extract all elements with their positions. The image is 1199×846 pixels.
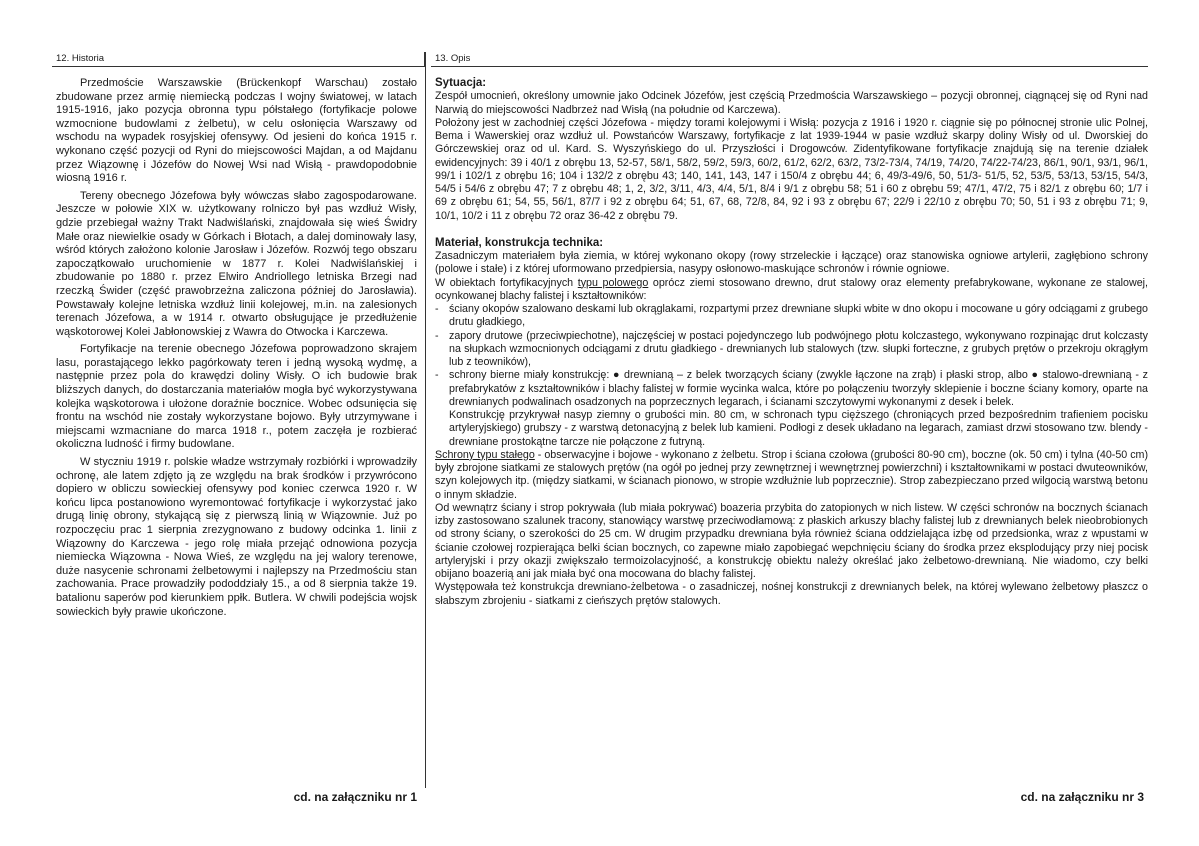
history-paragraph: Przedmoście Warszawskie (Brückenkopf Warschau) zostało zbudowane przez armię niemiecką podczas I wojny światowej, w latach 1915-1916, jako pozycja obronna typu półstałego (fortyfikacje polowe wzmocnione budowlami z żelbetu), w celu osłonięcia Warszawy od wschodu na wypadek rosyjskiej ofensywy. Od jesieni do końca 1915 r. wykonano część pozycji od Ryni do miejscowości Majdan, a od Majdanu przez Wiązownę i Józefów do Nowej Wsi nad Wisłą - prawdopodobnie wiosną 1916 r. [56,77,417,185]
material-title: Materiał, konstrukcja technika: [435,236,604,249]
description-header: 13. Opis [435,53,471,64]
description-column [431,52,1148,788]
history-paragraph: W styczniu 1919 r. polskie władze wstrzymały rozbiórki i wprowadziły ochronę, ale latem zdjęto ją ze względu na brak środków i przywrócono dopiero w obliczu sowieckiej ofensywy pod koniec czerwca 1920 r. W końcu lipca postanowiono wyremontować fortyfikacje i wykorzystać jako drugą linię obrony, stykającą się z pierwszą linią w Wiązownie. Już po rozpoczęciu prac 1 sierpnia zrezygnowano z budowy odcinka 1. linii z Wiązowny do Karczewa - jego rolę miała przejąć odnowiona pozycja niemiecka Wiązowna - Nowa Wieś, ze względu na jej walory terenowe, duże nasycenie schronami żelbetowymi i najlepszy na Przedmościu stan zachowania. Prace prowadziły pododdziały 15., a od 8 sierpnia także 19. batalionu saperów pod kierunkiem ppłk. Butlera. W chwili podejścia wojsk sowieckich były prawie ukończone. [56,456,417,618]
history-column [52,52,426,788]
material-paragraph: Od wewnątrz ściany i strop pokrywała (lub miała pokrywać) boazeria przybita do zatopionych w nich listew. W części schronów na bocznych ścianach izby zastosowano szalunek tracony, stanowiący warstwę przeciwodłamową: z płaskich arkuszy blachy falistej lub z drewnianych belek nieobrobionych od strony ściany, o szerokości do 25 cm. W drugim przypadku drewniana była również ściana oddzielająca izbę od przedsionka, wraz z wpustami w ścianie czołowej rozpierająca belki ścian bocznych, co zapewne miało zapobiegać wepchnięciu ściany do środka przez eksplodujący przy niej pocisk artyleryjski i przy okazji zwiększało termoizolacyjność, a konstrukcję obiektu należy określać jako żelbetowo-drewnianą. Nie wiadomo, czy belki obijano boazerią ani jak miała być ona mocowana do blachy falistej. [435,501,1148,580]
description-continued-note: cd. na załączniku nr 3 [1020,790,1144,804]
material-paragraph: Występowała też konstrukcja drewniano-żelbetowa - o zasadniczej, nośnej konstrukcji z drewnianych belek, na której wylewano żelbetowy płaszcz o słabszym zbrojeniu - siatkami z cieńszych prętów stalowych. [435,581,1148,607]
list-item: - zapory drutowe (przeciwpiechotne), najczęściej w postaci pojedynczego lub podwójnego płotu kolczastego, wykonywano rozpinając drut kolczasty na słupkach wzmocnionych odciągami z drutu gładkiego - drewnianych lub stalowych (tzw. słupki forteczne, z grubych prętów o przekroju okrągłym lub z teowników), [435,330,1148,370]
material-paragraph: Zasadniczym materiałem była ziemia, w której wykonano okopy (rowy strzeleckie i łączące) oraz stanowiska ogniowe artylerii, zagłębiono schrony (polowe i stałe) i z której uformowano przedpiersia, nasypy osłonowo-maskujące schronów i równie ogniowe. [435,250,1148,276]
material-paragraph: W obiektach fortyfikacyjnych typu polowego oprócz ziemi stosowano drewno, drut stalowy oraz elementy prefabrykowane, wykonane ze stalowej, ocynkowanej blachy falistej i kształtowników: [435,276,1148,302]
material-paragraph: Schrony typu stałego - obserwacyjne i bojowe - wykonano z żelbetu. Strop i ściana czołowa (grubości 80-90 cm), boczne (ok. 50 cm) i tylna (40-50 cm) były zbrojone siatkami ze stalowych prętów (na ogół po jednej przy zewnętrznej i wewnętrznej powierzchni) i kształtownikami w postaci dwuteowników, szyn kolejowych itp. (między siatkami, w ścianach pionowo, w stropie wzdłużnie lub poprzecznie). Strop zabezpieczano przed wilgocią warstwą betonu o innym składzie. [435,448,1148,501]
material-paragraph: Konstrukcję przykrywał nasyp ziemny o grubości min. 80 cm, w schronach typu cięższego (chroniących przed bezpośrednim trafieniem pocisku artyleryjskiego) grubszy - z warstwą detonacyjną z belek lub kamieni. Podłogi z desek układano na legarach, zamiast drzwi stosowano tzw. blendy - drewniane prostokątne tarcze nie połączone z futryną. [449,409,1148,448]
history-header: 12. Historia [52,52,425,66]
situation-paragraph: Położony jest w zachodniej części Józefowa - między torami kolejowymi i Wisłą: pozycja z 1916 i 1920 r. ciągnie się po północnej stronie ulic Polnej, Bema i Wawerskiej oraz wzdłuż ul. Powstańców Warszawy, fortyfikacje z lat 1939-1944 w pasie wzdłuż skarpy doliny Wisły od ul. Dworskiej do Górczewskiej oraz od ul. Kard. S. Wyszyńskiego do ul. Przyszłości i Drogowców. Zidentyfikowane fortyfikacje znajdują się na terenie działek ewidencyjnych: 39 i 40/1 z obrębu 13, 52-57, 58/1, 58/2, 59/2, 59/3, 60/2, 61/2, 62/2, 63/2, 73/2-73/4, 74/19, 74/20, 74/22-74/23, 86/1, 90/1, 93/1, 96/1, 99/1 i 102/1 z obrębu 16; 104 i 132/2 z obrębu 43; 140, 141, 143, 147 i 150/4 z obrębu 44; 6, 49/3-49/6, 50, 51/3- 51/5, 52, 53/5, 53/13, 53/15, 54/3, 54/5 i 54/6 z obrębu 47; 7 z obrębu 48; 1, 2, 3/2, 3/11, 4/3, 4/4, 5/1, 8/4 i 9/1 z obrębu 58; 51 i 60 z obrębu 59; 47/1, 47/2, 75 i 82/1 z obrębu 60; 1/7 i 69 z obrębu 61; 54, 55, 56/1, 87/7 i 92 z obrębu 64; 51, 67, 68, 72/8, 84, 92 i 93 z obrębu 67; 22/9 i 22/10 z obrębu 70; 50, 51 i 93 z obrębu 71; 9, 10/1, 10/2 i 11 z obrębu 72 oraz 36-42 z obrębu 79. [435,116,1148,222]
situation-title: Sytuacja: [435,77,487,89]
permanent-type-term: Schrony typu stałego [435,448,535,461]
history-paragraph: Fortyfikacje na terenie obecnego Józefowa poprowadzono skrajem lasu, porastającego lekko pagórkowaty teren i jedną wysoką wydmę, a następnie przez pola do krawędzi doliny Wisły. O ich budowie brak bliższych danych, do dostarczania materiałów mogła być wykorzystywana kolejka wąskotorowa i ułożone doraźnie bocznice. Wobec odsunięcia się frontu na wschód nie zostały wykorzystane bojowo. Były utrzymywane i miejscami wzmacniane do marca 1918 r., potem zaczęła je rozbierać okoliczna ludność i firmy budowlane. [56,343,417,451]
list-item: - ściany okopów szalowano deskami lub okrąglakami, rozpartymi przez drewniane słupki wbite w dno okopu i mocowane u góry odciągami z grubego drutu gładkiego, [435,303,1148,330]
history-body [52,66,425,619]
list-item: - schrony bierne miały konstrukcję: ● drewnianą – z belek tworzących ściany (zwykle łączone na zrąb) i płaski strop, albo ● stalowo-drewnianą - z prefabrykatów z kształtowników i blachy falistej w formie wycinka walca, które po połączeniu tworzyły sklepienie i boczne ściany komory, oparte na drewnianych podwalinach osadzonych na poprzecznych legarach, i ścianami szczytowymi wykonanymi z desek i belek. [435,369,1148,409]
situation-paragraph: Zespół umocnień, określony umownie jako Odcinek Józefów, jest częścią Przedmościa Warszawskiego – pozycji obronnej, ciągnącej się od Ryni nad Narwią do miejscowości Nadbrzeż nad Wisłą (na południe od Karczewa). [435,90,1148,116]
history-paragraph: Tereny obecnego Józefowa były wówczas słabo zagospodarowane. Jeszcze w połowie XIX w. użytkowany rolniczo był pas wzdłuż Wisły, gdzie przebiegał ważny Trakt Nadwiślański, znajdowała się wieś Świdry Małe oraz niewielkie osady w Górkach i Błotach, a dalej dominowały lasy, wśród których założono kolonie Jarosław i Józefów. Rozwój tego obszaru zapoczątkowało uruchomienie w 1877 r. Kolei Nadwiślańskiej i zbudowanie po 1880 r. przez Elwiro Andriollego letniska Brzegi nad rzeczką Świder (część prawobrzeżna zaliczona później do Jarosławia). Powstawały kolejne letniska wzdłuż linii kolejowej, m.in. na zalesionych terenach Józefowa, a w 1914 r. otwarto obsługujące je przedłużenie wąskotorowej Kolei Jabłonowskiej z Wawra do Otwocka i Karczewa. [56,189,417,338]
field-elements-list [435,303,1148,409]
history-continued-note: cd. na załączniku nr 1 [293,790,417,804]
field-type-term: typu polowego [577,276,649,289]
description-body [431,66,1148,608]
